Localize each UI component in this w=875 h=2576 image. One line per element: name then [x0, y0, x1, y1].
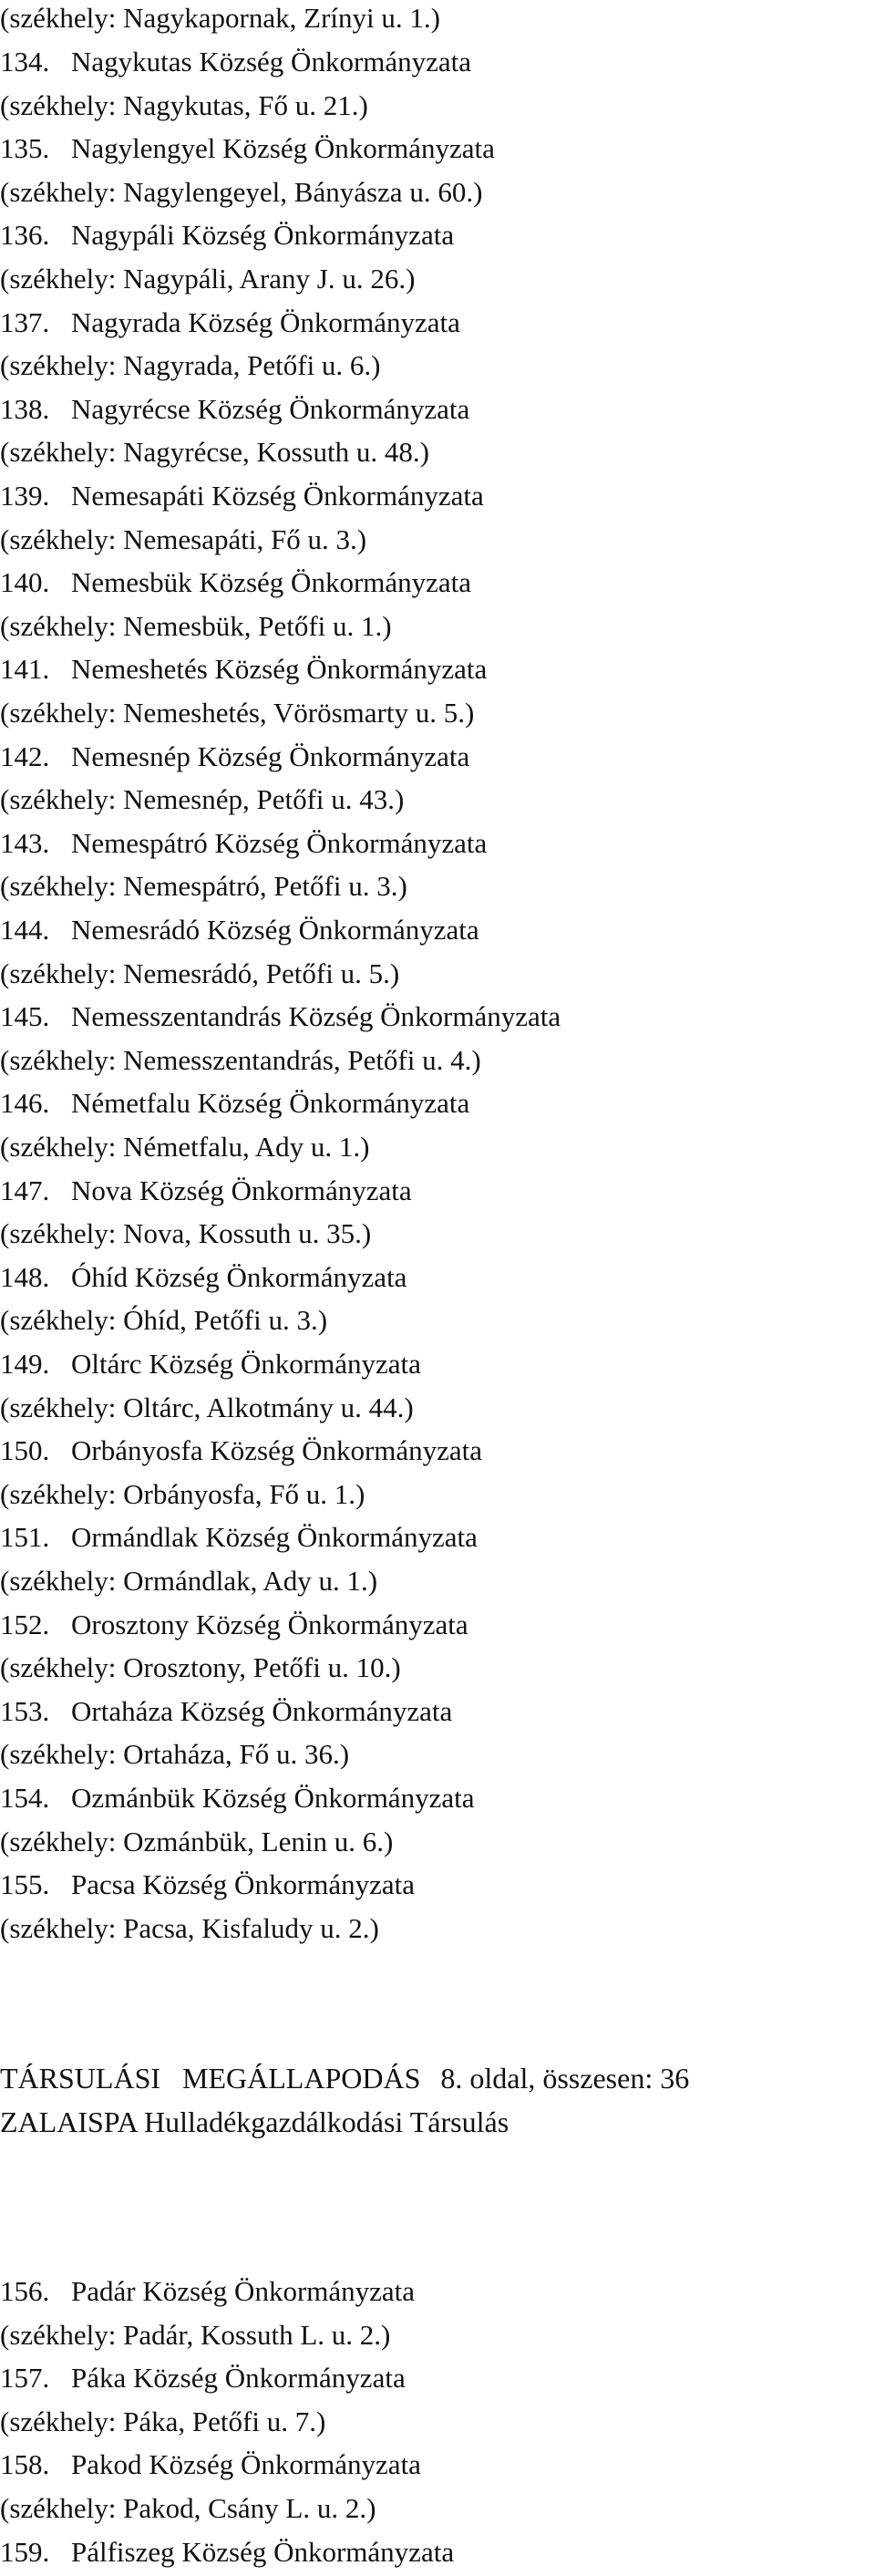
entry-number: 143. — [0, 826, 50, 859]
entry-seat: (székhely: Nemesbük, Petőfi u. 1.) — [0, 609, 392, 642]
entry-seat: (székhely: Nemesnép, Petőfi u. 43.) — [0, 783, 405, 816]
entry-name: Nagyrada Község Önkormányzata — [71, 305, 460, 338]
list-item — [0, 825, 487, 862]
entry-seat: (székhely: Nagyrécse, Kossuth u. 48.) — [0, 436, 429, 469]
entry-number: 159. — [0, 2535, 50, 2568]
entry-number: 145. — [0, 1000, 50, 1033]
entry-number: 146. — [0, 1087, 50, 1120]
list-item — [0, 2273, 415, 2310]
entry-seat-fragment: (székhely: Nagykapornak, Zrínyi u. 1.) — [0, 2, 440, 34]
entry-name: Pacsa Község Önkormányzata — [71, 1868, 416, 1901]
entry-seat: (székhely: Óhíd, Petőfi u. 3.) — [0, 1304, 328, 1337]
entry-number: 150. — [0, 1434, 50, 1467]
list-item — [0, 478, 484, 514]
list-item — [0, 739, 469, 775]
entry-seat: (székhely: Padár, Kossuth L. u. 2.) — [0, 2318, 391, 2351]
entry-seat: (székhely: Nagykutas, Fő u. 21.) — [0, 88, 368, 121]
entry-name: Nagyrécse Község Önkormányzata — [71, 392, 470, 425]
entry-number: 153. — [0, 1694, 50, 1727]
entry-number: 138. — [0, 392, 50, 425]
entry-number: 155. — [0, 1868, 50, 1901]
entry-seat: (székhely: Nagyrada, Petőfi u. 6.) — [0, 349, 381, 382]
entry-number: 147. — [0, 1174, 50, 1206]
entry-number: 141. — [0, 653, 50, 686]
footer-title-line — [0, 2059, 689, 2097]
entry-name: Nemesrádó Község Önkormányzata — [71, 914, 479, 946]
entry-seat: (székhely: Ozmánbük, Lenin u. 6.) — [0, 1825, 394, 1857]
list-item — [0, 305, 460, 341]
list-item — [0, 912, 479, 948]
entry-number: 140. — [0, 566, 50, 599]
entry-number: 139. — [0, 480, 50, 512]
list-item — [0, 1693, 452, 1730]
footer-org-name: ZALAISPA Hulladékgazdálkodási Társulás — [0, 2105, 510, 2138]
entry-number: 157. — [0, 2362, 50, 2395]
entry-name: Páka Község Önkormányzata — [71, 2362, 406, 2395]
list-item — [0, 44, 471, 80]
list-item — [0, 1867, 415, 1903]
list-item — [0, 130, 495, 167]
footer-doc-title: TÁRSULÁSI MEGÁLLAPODÁS — [0, 2062, 421, 2095]
entry-name: Nemesapáti Község Önkormányzata — [71, 480, 484, 512]
entry-number: 136. — [0, 219, 50, 252]
entry-seat: (székhely: Nemespátró, Petőfi u. 3.) — [0, 870, 407, 903]
entry-seat: (székhely: Oltárc, Alkotmány u. 44.) — [0, 1391, 414, 1423]
entry-seat: (székhely: Nemesrádó, Petőfi u. 5.) — [0, 957, 400, 989]
entry-name: Nagykutas Község Önkormányzata — [71, 46, 472, 78]
entry-name: Nagylengyel Község Önkormányzata — [71, 132, 495, 165]
list-item — [0, 2360, 406, 2396]
list-item — [0, 1085, 469, 1122]
entry-seat: (székhely: Orbányosfa, Fő u. 1.) — [0, 1477, 365, 1510]
list-item — [0, 1780, 474, 1816]
entry-number: 144. — [0, 914, 50, 946]
entry-name: Ozmánbük Község Önkormányzata — [71, 1782, 475, 1814]
entry-name: Nemespátró Község Önkormányzata — [71, 826, 488, 859]
entry-name: Orbányosfa Község Önkormányzata — [71, 1434, 483, 1467]
entry-number: 134. — [0, 46, 50, 78]
entry-number: 149. — [0, 1348, 50, 1380]
entry-seat: (székhely: Pacsa, Kisfaludy u. 2.) — [0, 1911, 379, 1944]
entry-seat: (székhely: Nagylengeyel, Bányásza u. 60.) — [0, 175, 483, 208]
entry-name: Nemesbük Község Önkormányzata — [71, 566, 472, 599]
list-item — [0, 391, 469, 428]
list-item — [0, 2534, 454, 2571]
entry-name: Óhíd Község Önkormányzata — [71, 1260, 407, 1293]
entry-seat: (székhely: Pakod, Csány L. u. 2.) — [0, 2492, 376, 2524]
entry-seat: (székhely: Nemesszentandrás, Petőfi u. 4.) — [0, 1043, 481, 1076]
entry-seat: (székhely: Ortaháza, Fő u. 36.) — [0, 1738, 350, 1771]
list-item — [0, 1607, 468, 1643]
list-item — [0, 1259, 407, 1296]
entry-name: Oltárc Község Önkormányzata — [71, 1348, 421, 1380]
list-item — [0, 1433, 482, 1469]
list-item — [0, 2447, 421, 2483]
entry-seat: (székhely: Orosztony, Petőfi u. 10.) — [0, 1651, 401, 1684]
entry-number: 154. — [0, 1782, 50, 1814]
entry-number: 148. — [0, 1260, 50, 1293]
entry-number: 151. — [0, 1521, 50, 1554]
entry-number: 158. — [0, 2448, 50, 2481]
entry-name: Nemesszentandrás Község Önkormányzata — [71, 1000, 561, 1033]
entry-number: 156. — [0, 2275, 50, 2307]
entry-name: Nemesnép Község Önkormányzata — [71, 740, 470, 772]
list-item — [0, 564, 471, 601]
entry-seat: (székhely: Nova, Kossuth u. 35.) — [0, 1217, 372, 1250]
entry-number: 137. — [0, 305, 50, 338]
list-item — [0, 998, 561, 1035]
entry-name: Padár Község Önkormányzata — [71, 2275, 416, 2307]
entry-seat: (székhely: Nemesapáti, Fő u. 3.) — [0, 522, 367, 555]
entry-name: Nemeshetés Község Önkormányzata — [71, 653, 488, 686]
entry-name: Németfalu Község Önkormányzata — [71, 1087, 470, 1120]
footer-page-info: 8. oldal, összesen: 36 — [440, 2062, 690, 2095]
entry-number: 152. — [0, 1608, 50, 1640]
entry-seat: (székhely: Ormándlak, Ady u. 1.) — [0, 1565, 378, 1597]
list-item — [0, 1173, 412, 1209]
entry-name: Pálfiszeg Község Önkormányzata — [71, 2535, 455, 2568]
entry-seat: (székhely: Nemeshetés, Vörösmarty u. 5.) — [0, 697, 475, 729]
list-item — [0, 1346, 421, 1382]
entry-number: 142. — [0, 740, 50, 772]
entry-number: 135. — [0, 132, 50, 165]
entry-name: Ortaháza Község Önkormányzata — [71, 1694, 453, 1727]
entry-name: Pakod Község Önkormányzata — [71, 2448, 421, 2481]
entry-name: Orosztony Község Önkormányzata — [71, 1608, 468, 1640]
list-item — [0, 217, 454, 253]
entry-name: Ormándlak Község Önkormányzata — [71, 1521, 478, 1554]
list-item — [0, 1519, 478, 1556]
entry-name: Nova Község Önkormányzata — [71, 1174, 412, 1206]
entry-seat: (székhely: Németfalu, Ady u. 1.) — [0, 1131, 370, 1163]
list-item — [0, 651, 487, 688]
entry-seat: (székhely: Nagypáli, Arany J. u. 26.) — [0, 263, 416, 295]
entry-name: Nagypáli Község Önkormányzata — [71, 219, 455, 252]
entry-seat: (székhely: Páka, Petőfi u. 7.) — [0, 2405, 326, 2437]
